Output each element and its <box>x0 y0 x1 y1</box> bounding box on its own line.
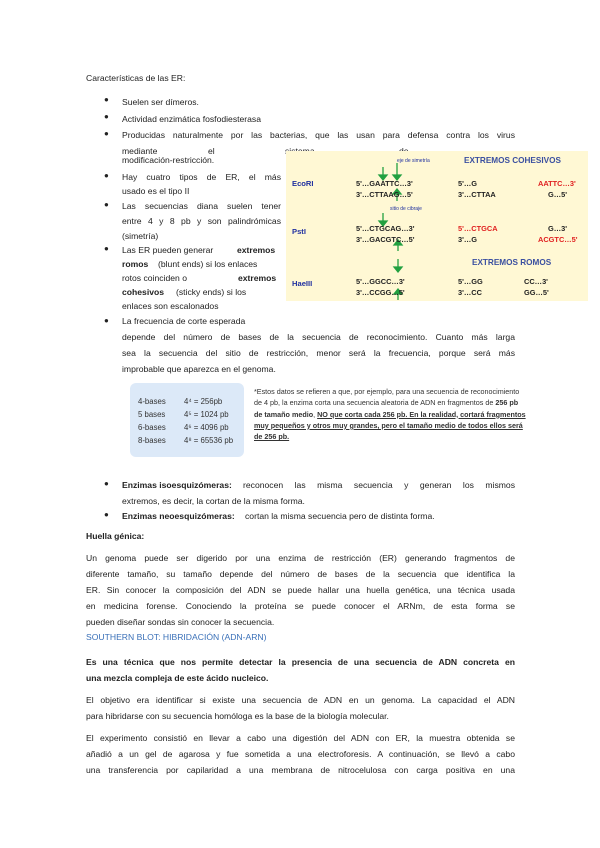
freq-value: 4⁴ = 256pb <box>184 397 223 406</box>
haeiii-frag1-top: 5'…GG <box>458 277 483 286</box>
frequency-table <box>130 383 244 457</box>
southern-text: una transferencia por capilaridad a una membrana de nitrocelulosa con carga positiva en una <box>86 765 515 775</box>
bullet-text: (blunt ends) si los enlaces <box>158 259 258 269</box>
haeiii-frag2-bottom: GG…5' <box>524 288 549 297</box>
huella-text: en medicina forense. Conociendo la proteína se puede conocer el ARNm, de esta forma se <box>86 601 515 611</box>
psti-frag2-top: G…3' <box>548 224 568 233</box>
freq-bases: 5 bases <box>138 410 166 419</box>
enzyme-haeiii: HaeIII <box>292 279 313 288</box>
bullet-text: mediante <box>122 146 158 156</box>
southern-intro: una mezcla compleja de este ácido nucleico. <box>86 673 269 683</box>
neo-text: cortan la misma secuencia pero de distinta forma. <box>245 511 435 521</box>
freq-bases: 8-bases <box>138 436 166 445</box>
southern-text: para hibridarse con su secuencia homóloga es la base de la biología molecular. <box>86 711 389 721</box>
haeiii-top: 5'…GGCC…3' <box>356 277 405 286</box>
freq-value: 4⁵ = 1024 pb <box>184 410 229 419</box>
southern-intro: Es una técnica que nos permite detectar la presencia de una secuencia de ADN concreta en <box>86 657 515 667</box>
frequency-note <box>254 386 526 442</box>
freq-value: 4⁶ = 4096 pb <box>184 423 229 432</box>
bullet-dot: ● <box>104 112 109 121</box>
iso-text: reconocen las misma secuencia y generan los mismos <box>243 480 515 490</box>
freq-value: 4⁸ = 65536 pb <box>184 436 234 445</box>
bullet-text: Las secuencias diana suelen tener <box>122 201 281 211</box>
haeiii-bottom: 3'…CCGG…5' <box>356 288 405 297</box>
bullet-dot: ● <box>104 316 109 325</box>
bullet-text-bold: cohesivos <box>122 287 165 297</box>
enzyme-ecori: EcoRI <box>292 179 314 188</box>
southern-text: El objetivo era identificar si existe una secuencia de ADN en un genoma. La capacidad el ADN <box>86 695 515 705</box>
ecori-frag2-bottom: G…5' <box>548 190 568 199</box>
bullet-text: rotos coinciden o <box>122 273 187 283</box>
psti-frag2-bottom: ACGTC…5' <box>538 235 578 244</box>
bullet-text: enlaces son escalonados <box>122 301 219 311</box>
cohesive-title: EXTREMOS COHESIVOS <box>464 156 561 165</box>
haeiii-frag1-bottom: 3'…CC <box>458 288 482 297</box>
blunt-title: EXTREMOS ROMOS <box>472 258 552 267</box>
southern-title: SOUTHERN BLOT: HIBRIDACIÓN (ADN-ARN) <box>86 632 267 642</box>
bullet-text: el <box>208 146 215 156</box>
bullet-text: usado es el tipo II <box>122 186 190 196</box>
bullet-text-bold: romos <box>122 259 149 269</box>
bullet-text: Las ER pueden generar <box>122 245 214 255</box>
ecori-top: 5'…GAATTC…3' <box>356 179 413 188</box>
note-sep: , <box>313 409 318 419</box>
psti-top: 5'…CTGCAG…3' <box>356 224 415 233</box>
note-bold: 256 pb de tamaño medio <box>254 398 519 419</box>
psti-bottom: 3'…GACGTC…5' <box>356 235 415 244</box>
huella-text: pueden diseñar sondas sin conocer la secuencia. <box>86 617 275 627</box>
iso-term: Enzimas isoesquizómeras: <box>122 480 232 490</box>
cut-label: sitio de cibraje <box>390 206 422 212</box>
bullet-text: Suelen ser dímeros. <box>122 97 199 107</box>
neo-term: Enzimas neoesquizómeras: <box>122 511 235 521</box>
iso-text: extremos, es decir, la cortan de la misma forma. <box>122 496 305 506</box>
bullet-dot: ● <box>104 510 109 519</box>
bullet-text: modificación-restricción. <box>122 155 215 165</box>
bullet-text: La frecuencia de corte esperada <box>122 316 246 326</box>
bullet-text-bold: extremos <box>237 245 276 255</box>
bullet-text: (sticky ends) si los <box>176 287 247 297</box>
huella-text: diferente tamaño, su tamaño depende del número de bases de la secuencia que identifica la <box>86 569 515 579</box>
note-text: *Estos datos se refieren a que, por ejemplo, para una secuencia de reconocimiento de 4 pb, la enzima corta una secuencia aleatoria de ADN en fragmentos de <box>254 387 520 408</box>
note-underlined: NO que corta cada 256 pb. En la realidad, cortará fragmentos muy pequeños y otros muy grandes, pero el tamaño medio de todos ellos será de 256 pb. <box>254 409 526 442</box>
bullet-dot: ● <box>104 200 109 209</box>
huella-title: Huella génica: <box>86 531 145 541</box>
southern-text: El experimento consistió en llevar a cabo una digestión del ADN con ER, la muestra obtenida se <box>86 733 515 743</box>
huella-text: Un genoma puede ser digerido por una enzima de restricción (ER) generando fragmentos de <box>86 553 515 563</box>
bullet-dot: ● <box>104 171 109 180</box>
psti-frag1-bottom: 3'…G <box>458 235 478 244</box>
axis-label: eje de simetría <box>397 158 430 164</box>
bullet-text-bold: extremos <box>238 273 277 283</box>
ecori-frag1-bottom: 3'…CTTAA <box>458 190 496 199</box>
huella-text: ER. Sin conocer la composición del ADN se puede hallar una huella genética, una técnica usada <box>86 585 515 595</box>
bullet-text: (simetría) <box>122 231 159 241</box>
bullet-dot: ● <box>104 129 109 138</box>
ecori-bottom: 3'…CTTAAG…5' <box>356 190 413 199</box>
freq-bases: 6-bases <box>138 423 166 432</box>
bullet-text: entre 4 y 8 pb y son palindrómicas <box>122 216 281 226</box>
freq-bases: 4-bases <box>138 397 166 406</box>
haeiii-frag2-top: CC…3' <box>524 277 548 286</box>
bullet-text: improbable que aparezca en el genoma. <box>122 364 276 374</box>
bullet-text: Actividad enzimática fosfodiesterasa <box>122 114 262 124</box>
bullet-text: Producidas naturalmente por las bacterias, que las usan para defensa contra los virus <box>122 130 515 140</box>
southern-text: añadió a un gel de agarosa y fue sometida a una electroforesis. A continuación, se llevó a cabo <box>86 749 515 759</box>
bullet-dot: ● <box>104 95 109 104</box>
bullet-dot: ● <box>104 479 109 488</box>
restriction-ends-figure <box>286 151 588 301</box>
bullet-text: sea la secuencia del sitio de restricción, menor será la frecuencia, porque será más <box>122 348 515 358</box>
bullet-dot: ● <box>104 244 109 253</box>
ecori-frag2-top: AATTC…3' <box>538 179 576 188</box>
section-heading: Características de las ER: <box>86 73 186 83</box>
bullet-text: Hay cuatro tipos de ER, el más <box>122 172 281 182</box>
psti-frag1-top: 5'…CTGCA <box>458 224 498 233</box>
enzyme-psti: PstI <box>292 227 306 236</box>
ecori-frag1-top: 5'…G <box>458 179 478 188</box>
bullet-text: depende del número de bases de la secuencia de reconocimiento. Cuanto más larga <box>122 332 515 342</box>
